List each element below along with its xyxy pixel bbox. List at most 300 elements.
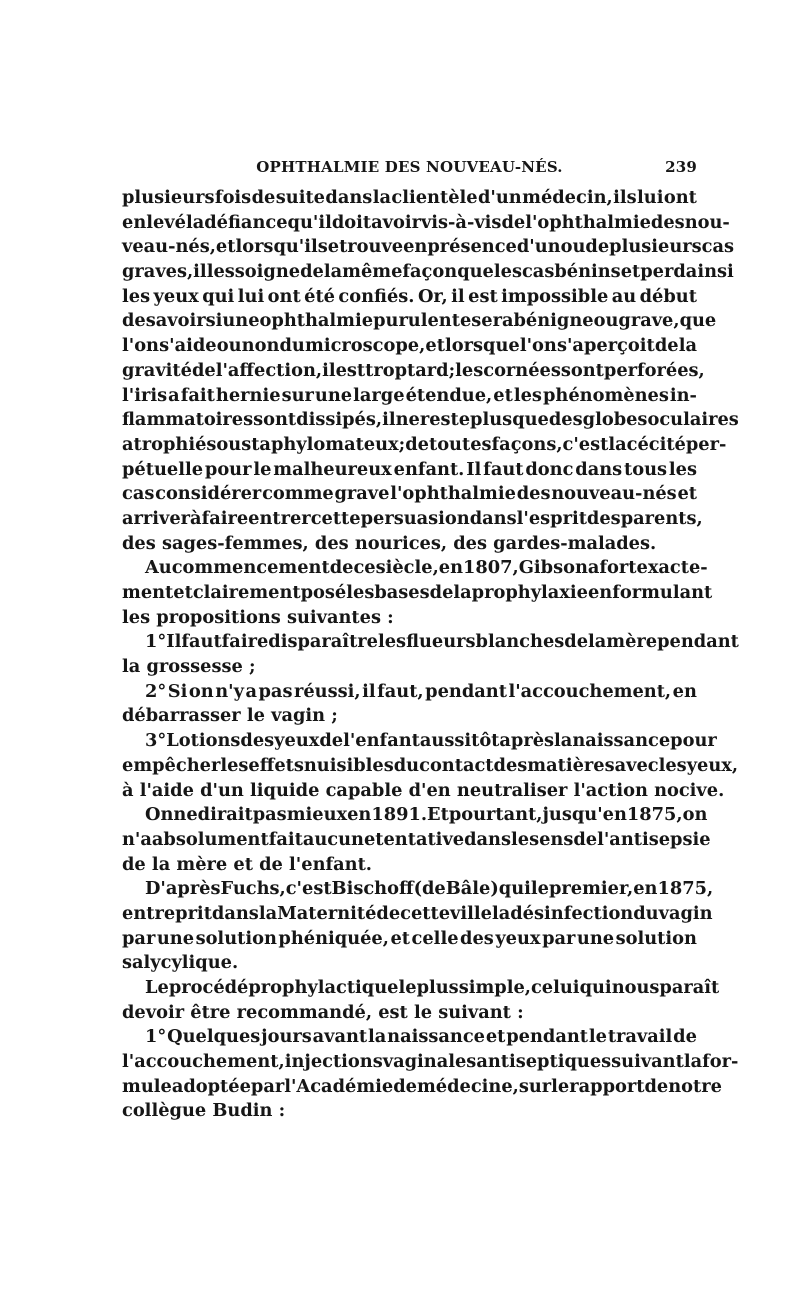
word: pendant <box>506 1026 589 1048</box>
word: de <box>654 335 679 357</box>
word: formulant <box>612 582 713 603</box>
word: des <box>460 927 494 949</box>
word: ou <box>560 236 586 258</box>
word: pourtant, <box>448 804 543 826</box>
word: blanches <box>475 631 565 653</box>
body-text <box>122 186 739 1124</box>
word: celle <box>411 927 459 949</box>
word: les <box>122 285 151 307</box>
word: dans <box>211 902 259 924</box>
word: trouve <box>339 236 404 258</box>
word: en <box>403 236 428 258</box>
word: trop <box>365 359 408 381</box>
text-line <box>122 630 739 655</box>
word: lorsqu'il <box>235 236 318 258</box>
word: Il <box>466 458 482 480</box>
word: Bâle) <box>445 878 499 900</box>
word: réussi, <box>293 680 361 702</box>
word: large <box>353 384 405 406</box>
word: une <box>576 927 615 949</box>
word: globes <box>582 409 648 431</box>
word: qui <box>498 878 531 900</box>
word: de <box>405 433 429 455</box>
word: la <box>683 1051 703 1073</box>
word: qui <box>579 977 612 998</box>
word: sens <box>529 828 574 850</box>
word: suivant <box>611 1051 684 1073</box>
word: l'ophthalmie <box>525 211 651 233</box>
word: la <box>372 187 391 208</box>
word: Bischoff <box>331 878 414 900</box>
word: cas <box>701 236 735 258</box>
word: entreprit <box>122 902 212 924</box>
word: le <box>398 977 417 998</box>
text-line <box>122 877 714 902</box>
word: étendue, <box>405 384 493 406</box>
text-line <box>122 260 734 285</box>
text-line <box>122 803 708 828</box>
word: doit <box>331 211 372 233</box>
word: jours <box>261 1026 312 1048</box>
word: Quelques <box>167 1026 261 1048</box>
word: soigne <box>234 261 301 283</box>
word: c'est <box>562 433 609 455</box>
word: sur <box>281 384 314 406</box>
text-line <box>122 433 727 458</box>
word: cornées <box>483 359 561 381</box>
text-line <box>122 507 703 532</box>
word: l'antisepsie <box>597 828 711 850</box>
text-line <box>122 729 717 754</box>
text-line: des sages-femmes, des nourices, des gardes-malades. <box>122 532 657 554</box>
word: avant <box>312 1026 368 1048</box>
word: des <box>548 409 583 431</box>
word: la <box>588 631 607 653</box>
word: clairement <box>192 582 301 603</box>
word: graves, <box>122 261 194 283</box>
word: en <box>347 804 372 826</box>
word: Maternité <box>277 902 377 924</box>
word: que <box>512 409 549 431</box>
word: plusieurs <box>609 236 702 258</box>
word: simple, <box>458 977 531 998</box>
word: perforées, <box>603 359 705 381</box>
word: et <box>425 335 445 357</box>
word: entrer <box>248 507 311 529</box>
word: enfant. <box>393 458 465 480</box>
text-line <box>122 211 730 236</box>
word: les <box>658 754 687 776</box>
word: désinfection <box>510 902 634 924</box>
word: médecine, <box>416 1075 519 1097</box>
word: persuasion <box>360 507 470 529</box>
text-line: débarrasser le vagin ; <box>122 705 338 727</box>
word: une <box>314 384 353 406</box>
word: si <box>205 310 223 332</box>
word: nouveau-nés <box>551 483 677 505</box>
word: perd <box>640 261 686 283</box>
word: faire <box>221 631 269 653</box>
word: adoptée <box>171 1075 251 1097</box>
word: Il <box>166 631 182 653</box>
word: s'aide <box>159 335 217 357</box>
word: tentative <box>375 828 465 850</box>
word: nous <box>611 977 660 998</box>
word: ainsi <box>685 261 734 283</box>
word: ont <box>663 187 697 208</box>
word: Fuchs <box>220 878 280 900</box>
word: que <box>457 261 494 283</box>
word: de <box>122 310 146 332</box>
word: par <box>542 927 576 949</box>
word: oculaires <box>647 409 739 431</box>
word: ils <box>613 187 637 208</box>
word: non <box>241 335 280 357</box>
word: savoir <box>145 310 206 332</box>
word: d'un <box>516 236 561 258</box>
word: faut <box>483 458 524 480</box>
word: une <box>156 927 195 949</box>
word: l'on <box>519 335 557 357</box>
word: ment <box>122 582 174 603</box>
word: faire <box>201 507 249 529</box>
word: il <box>451 285 465 307</box>
running-head <box>122 156 697 182</box>
word: cette <box>400 902 451 924</box>
text-line <box>122 556 708 581</box>
word: et <box>390 927 411 949</box>
text-line <box>122 1050 739 1075</box>
text-line: salycylique. <box>122 952 239 974</box>
word: a <box>168 384 180 406</box>
word: sont <box>253 409 297 431</box>
word: parents, <box>620 507 703 529</box>
word: flammatoires <box>122 409 254 431</box>
word: premier, <box>548 878 634 900</box>
text-line: devoir être recommandé, est le suivant : <box>122 1001 524 1023</box>
word: le <box>253 458 272 480</box>
word: par <box>122 927 156 949</box>
word: 2° <box>145 680 167 702</box>
word: contact <box>419 754 494 776</box>
word: staphylomateux <box>241 433 399 455</box>
text-line <box>122 334 697 359</box>
word: a <box>587 557 600 579</box>
word: Or, <box>417 285 448 307</box>
word: qu'il <box>287 211 332 233</box>
word: n'a <box>122 828 152 850</box>
word: en <box>438 557 464 579</box>
word: d'un <box>477 187 522 208</box>
word: et <box>493 384 513 406</box>
word: il <box>322 359 336 381</box>
word: l'ophthalmie <box>390 483 516 505</box>
word: Lotions <box>166 730 241 752</box>
word: de <box>573 828 598 850</box>
word: à <box>190 507 202 529</box>
word: est <box>468 285 498 307</box>
word: faut, <box>377 680 424 702</box>
word: de <box>585 236 610 258</box>
word: absolument <box>151 828 269 850</box>
word: la <box>368 1026 387 1048</box>
word: faut <box>181 631 222 653</box>
text-line <box>122 902 713 927</box>
text-line <box>122 285 697 310</box>
word: 1° <box>145 1026 167 1048</box>
word: pour <box>670 730 717 752</box>
page-number: 239 <box>665 158 697 176</box>
word: l'accouchement, <box>122 1051 285 1073</box>
word: est <box>335 359 366 381</box>
word: clientèle <box>391 187 478 208</box>
word: bases <box>374 582 430 603</box>
word: la <box>323 261 343 283</box>
word: 3° <box>145 730 167 752</box>
word: qui <box>202 285 235 307</box>
word: plus <box>470 409 513 431</box>
word: Le <box>145 977 169 998</box>
word: bénigne <box>513 310 594 332</box>
word: pas <box>258 680 293 702</box>
word: et <box>173 582 193 603</box>
word: sera <box>471 310 514 332</box>
text-line <box>122 581 713 606</box>
text-line <box>122 976 720 1001</box>
word: flueurs <box>406 631 476 653</box>
word: ou <box>216 433 242 455</box>
word: enlevé <box>122 211 186 233</box>
word: malheureux <box>273 458 392 480</box>
word: solution <box>615 927 697 949</box>
word: l'affection, <box>215 359 323 381</box>
text-line: de la mère et de l'enfant. <box>122 853 372 875</box>
word: des <box>516 483 551 505</box>
text-line <box>122 359 705 384</box>
word: il <box>193 261 207 283</box>
word: antiseptiques <box>476 1051 612 1073</box>
text-line <box>122 186 697 211</box>
word: per- <box>685 433 727 455</box>
running-title: OPHTHALMIE DES NOUVEAU-NÉS. <box>256 158 563 176</box>
word: in- <box>669 384 697 406</box>
text-line: collègue Budin : <box>122 1100 286 1122</box>
word: empêcher <box>122 754 221 776</box>
word: dans <box>325 187 373 208</box>
text-line: les propositions suivantes : <box>122 606 394 628</box>
word: matières <box>527 754 615 776</box>
word: vagin <box>658 902 713 924</box>
word: été <box>304 285 335 307</box>
word: le <box>511 828 530 850</box>
word: façons, <box>491 433 563 455</box>
word: veau-nés, <box>122 236 216 258</box>
word: les <box>206 261 235 283</box>
word: de <box>564 631 589 653</box>
word: présence <box>427 236 517 258</box>
word: de <box>300 261 324 283</box>
text-line <box>122 309 717 334</box>
word: et <box>677 483 697 505</box>
word: après <box>499 730 555 752</box>
word: on <box>188 680 214 702</box>
word: la <box>185 211 205 233</box>
word: considérer <box>155 483 262 505</box>
word: atrophiés <box>122 433 217 455</box>
word: naissance <box>387 1026 485 1048</box>
word: hernie <box>215 384 281 406</box>
word: travail <box>607 1026 673 1048</box>
word: le <box>530 878 549 900</box>
word: médecin, <box>522 187 613 208</box>
word: fait <box>180 384 215 406</box>
word: grave <box>334 483 390 505</box>
word: l'esprit <box>516 507 587 529</box>
word: c'est <box>285 878 332 900</box>
text-line <box>122 408 739 433</box>
word: Et <box>427 804 449 826</box>
word: la <box>491 902 511 924</box>
word: 1° <box>145 631 167 653</box>
word: les <box>455 359 484 381</box>
word: ne <box>395 409 420 431</box>
word: rapport <box>569 1075 645 1097</box>
word: vaginales <box>382 1051 477 1073</box>
word: et <box>620 261 641 283</box>
word: il <box>362 680 376 702</box>
word: de <box>329 557 354 579</box>
word: même <box>342 261 403 283</box>
word: yeux <box>495 927 541 949</box>
word: le <box>588 1026 607 1048</box>
word: les <box>493 261 522 283</box>
word: le <box>551 1075 570 1097</box>
word: yeux <box>274 730 320 752</box>
text-line <box>122 927 697 952</box>
word: de <box>191 359 216 381</box>
word: pas <box>252 804 287 826</box>
text-line <box>122 458 697 483</box>
word: sont <box>560 359 604 381</box>
word: et <box>485 1026 506 1048</box>
word: cas <box>122 483 155 505</box>
word: vis-à-vis <box>420 211 502 233</box>
word: des <box>493 754 528 776</box>
word: début <box>639 285 697 307</box>
word: l'enfant <box>343 730 420 752</box>
word: du <box>393 754 420 776</box>
word: siècle, <box>375 557 439 579</box>
word: fois <box>214 187 252 208</box>
text-line <box>122 235 735 260</box>
word: de <box>251 187 276 208</box>
word: ou <box>593 310 619 332</box>
word: par <box>250 1075 285 1097</box>
word: ne <box>173 804 198 826</box>
word: procédé <box>168 977 249 998</box>
word: (de <box>413 878 446 900</box>
word: grave, <box>618 310 680 332</box>
word: de <box>429 582 454 603</box>
word: mule <box>122 1075 172 1097</box>
text-line <box>122 680 697 705</box>
word: se <box>317 236 340 258</box>
word: fort <box>599 557 637 579</box>
word: de <box>376 902 401 924</box>
word: , <box>279 878 286 900</box>
word: les <box>377 631 407 653</box>
word: ont <box>267 285 301 307</box>
word: prophylaxie <box>471 582 588 603</box>
word: phénomènes <box>542 384 669 406</box>
word: aussitôt <box>419 730 500 752</box>
word: celui <box>530 977 580 998</box>
word: pendant <box>657 631 739 653</box>
word: 1891. <box>371 804 428 826</box>
word: de <box>319 730 344 752</box>
text-line <box>122 482 697 507</box>
word: de <box>501 211 526 233</box>
text-line <box>122 1025 697 1050</box>
word: notre <box>668 1075 722 1097</box>
word: ou <box>216 335 242 357</box>
word: cas <box>521 261 555 283</box>
word: cette <box>310 507 361 529</box>
word: ophthalmie <box>259 310 374 332</box>
word: mère <box>606 631 658 653</box>
word: la <box>258 902 278 924</box>
word: ce <box>353 557 376 579</box>
word: suite <box>275 187 325 208</box>
word: mieux <box>286 804 348 826</box>
word: pour <box>204 458 252 480</box>
word: des <box>650 211 685 233</box>
word: du <box>633 902 659 924</box>
word: des <box>240 730 275 752</box>
word: en <box>587 582 613 603</box>
word: la <box>453 582 472 603</box>
word: en <box>672 680 697 702</box>
word: nou- <box>684 211 730 233</box>
word: dans <box>575 458 623 480</box>
word: des <box>586 507 621 529</box>
word: commencement <box>171 557 330 579</box>
word: dissipés, <box>296 409 383 431</box>
word: et <box>215 236 236 258</box>
word: ville <box>450 902 492 924</box>
word: n'y <box>215 680 244 702</box>
word: injections <box>284 1051 383 1073</box>
word: de <box>644 1075 669 1097</box>
word: Au <box>145 557 172 579</box>
text-line: à l'aide d'un liquide capable d'en neutraliser l'action nocive. <box>122 779 725 801</box>
word: pétuelle <box>122 458 204 480</box>
word: cécité <box>626 433 686 455</box>
word: phéniquée, <box>278 927 389 949</box>
word: les <box>668 458 697 480</box>
text-line <box>122 828 711 853</box>
word: reste <box>419 409 471 431</box>
word: aucune <box>302 828 376 850</box>
word: la <box>554 730 573 752</box>
word: de <box>673 1026 697 1048</box>
word: avec <box>614 754 659 776</box>
word: plus <box>416 977 459 998</box>
word: yeux, <box>686 754 739 776</box>
word: exacte- <box>636 557 708 579</box>
word: façon <box>402 261 458 283</box>
word: paraît <box>659 977 720 998</box>
